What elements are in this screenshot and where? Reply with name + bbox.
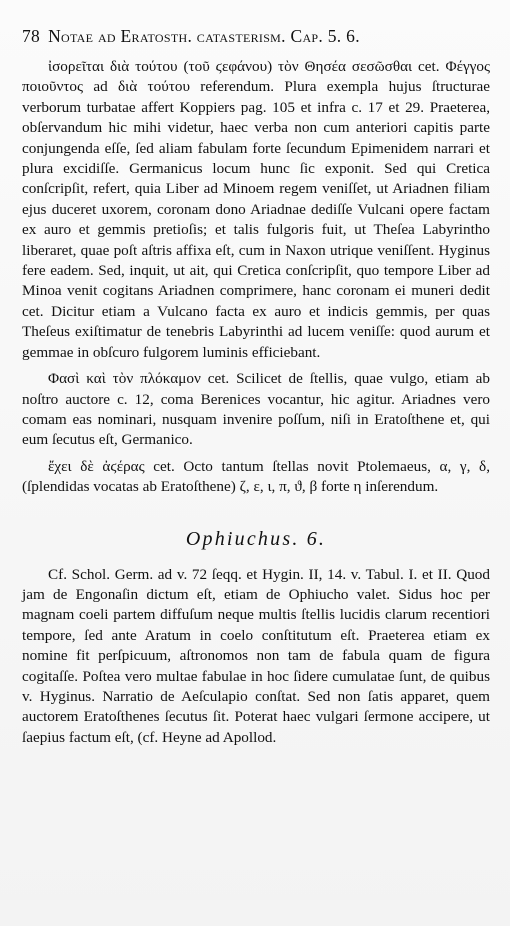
section-title: Ophiuchus. 6. — [185, 527, 327, 550]
running-head — [22, 26, 490, 47]
section-paragraph-ophiuchus: Cf. Schol. Germ. ad v. 72 ſeqq. et Hygin. II, 14. v. Tabul. I. et II. Quod jam de Engonaſin dictum eſt, etiam de Ophiucho valet. Sidus hoc per magnam coeli partem diffuſum neque multis ſtellis lucidis clarum recentiori tempore, ſed ante Aratum in coelo conſtitutum eſt. Praeterea etiam ex nomine fit perſpicuum, aſtronomos non tam de fabula quam de figura cogitaſſe. Poſtea vero multae fabulae in hoc ſidere cumulatae ſunt, de quibus v. Hyginus. Narratio de Aeſculapio conſtat. Sed non ſatis apparet, quem auctorem Eratoſthenes ſecutus ſit. Poterat haec vulgari ſermone accipere, ut ſaepius factum eſt, (cf. Heyne ad Apollod. — [22, 565, 490, 746]
notes-paragraph-stephanos: ἰσορεῖται διὰ τούτου (τοῦ ϛεφάνου) τὸν Θησέα σεσῶσθαι cet. Φέγγος ποιοῦντος ad διὰ τούτου referendum. Plura exempla hujus ſtructurae verborum turbatae affert Koppiers pag. 105 et infra c. 17 et 29. Praeterea, obſervandum hic mihi videtur, haec verba non cum anteriori capitis parte conjungenda eſſe, ſed aliam fabulam forte ſecundum Epimenidem narrari et plura excidiſſe. Germanicus locum hunc ſic exponit. Sed qui Cretica conſcripſit, refert, quia Liber ad Minoem regem veniſſet, ut Ariadnen filiam ejus duceret uxorem, coronam dono Ariadnae dediſſe Vulcani opere factam ex auro et gemmis pretioſis; et talis fulgoris fuit, ut Theſea Labyrintho liberaret, quae poſt aſtris affixa eſt, cum in Naxon utrique veniſſent. Hyginus fere eadem. Sed, inquit, ut ait, qui Cretica conſcripſit, quo tempore Liber ad Minoa venit cogitans Ariadnen comprimere, hanc coronam ei muneri dedit cet. Dicitur etiam a Vulcano facta ex auro et indicis gemmis, per quas Theſeus exiſtimatur de tenebris Labyrinthi ad lucem veniſſe: quod aurum et gemmae in obſcuro fulgorem luminis efficiebant. — [22, 58, 490, 361]
notes-paragraph-plokamos: Φασὶ καὶ τὸν πλόκαμον cet. Scilicet de ſtellis, quae vulgo, etiam ab noſtro auctore c. 12, coma Berenices vocantur, hic agitur. Ariadnes vero comam eas nominari, nusquam invenire poſſum, niſi in Eratoſthene et, qui eum ſecutus eſt, Germanico. — [22, 370, 490, 449]
notes-paragraph-asteras: ἔχει δὲ ἀϛέρας cet. Octo tantum ſtellas novit Ptolemaeus, α, γ, δ, (ſplendidas vocatas ab Eratoſthene) ζ, ε, ι, π, ϑ, β forte η inſerendum. — [22, 457, 490, 496]
running-title: Notae ad Eratosth. catasterism. Cap. 5. 6. — [48, 26, 360, 46]
page-number: 78 — [22, 26, 41, 46]
